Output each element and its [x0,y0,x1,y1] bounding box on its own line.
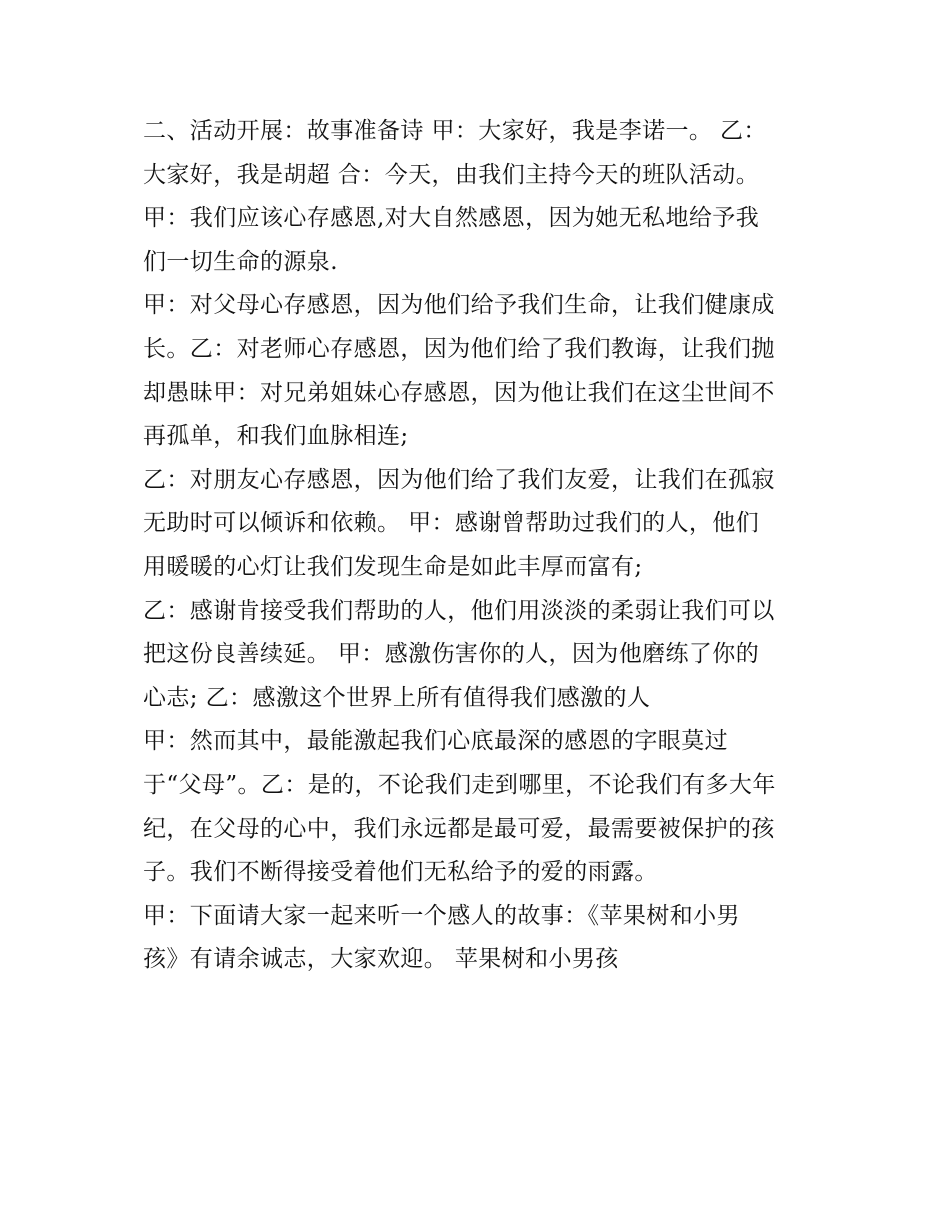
text-line: 二、活动开展：故事准备诗 甲：大家好，我是李诺一。 乙： [143,118,767,144]
text-line: 甲：然而其中，最能激起我们心底最深的感恩的字眼莫过 [143,728,728,755]
text-line: 乙：对朋友心存感恩，因为他们给了我们友爱，让我们在孤寂 [143,466,775,493]
text-line: 甲：对父母心存感恩，因为他们给予我们生命，让我们健康成 [143,292,775,319]
text-line: 孩》有请余诚志，大家欢迎。 苹果树和小男孩 [143,946,619,973]
text-line: 长。乙：对老师心存感恩，因为他们给了我们教诲，让我们抛 [143,335,775,362]
document-body [143,110,843,982]
text-line: 却愚昧甲：对兄弟姐妹心存感恩，因为他让我们在这尘世间不 [143,379,775,406]
text-line: 子。我们不断得接受着他们无私给予的爱的雨露。 [143,859,658,886]
text-line: 大家好，我是胡超 合：今天，由我们主持今天的班队活动。 [143,161,760,188]
text-line: 甲：我们应该心存感恩,对大自然感恩，因为她无私地给予我 [143,205,760,232]
text-line: 无助时可以倾诉和依赖。 甲：感谢曾帮助过我们的人，他们 [143,510,760,537]
text-line: 甲：下面请大家一起来听一个感人的故事：《苹果树和小男 [143,902,740,929]
text-line: 于“父母”。乙：是的，不论我们走到哪里，不论我们有多大年 [143,771,776,798]
text-line: 把这份良善续延。 甲：感激伤害你的人，因为他磨练了你的 [143,641,760,668]
text-line: 用暖暖的心灯让我们发现生命是如此丰厚而富有; [143,553,643,580]
text-line: 心志; 乙：感激这个世界上所有值得我们感激的人 [143,684,651,711]
text-line: 纪，在父母的心中，我们永远都是最可爱，最需要被保护的孩 [143,815,775,842]
text-line: 乙：感谢肯接受我们帮助的人，他们用淡淡的柔弱让我们可以 [143,597,775,624]
text-line: 再孤单，和我们血脉相连; [143,423,409,450]
text-line: 们一切生命的源泉. [143,248,338,275]
